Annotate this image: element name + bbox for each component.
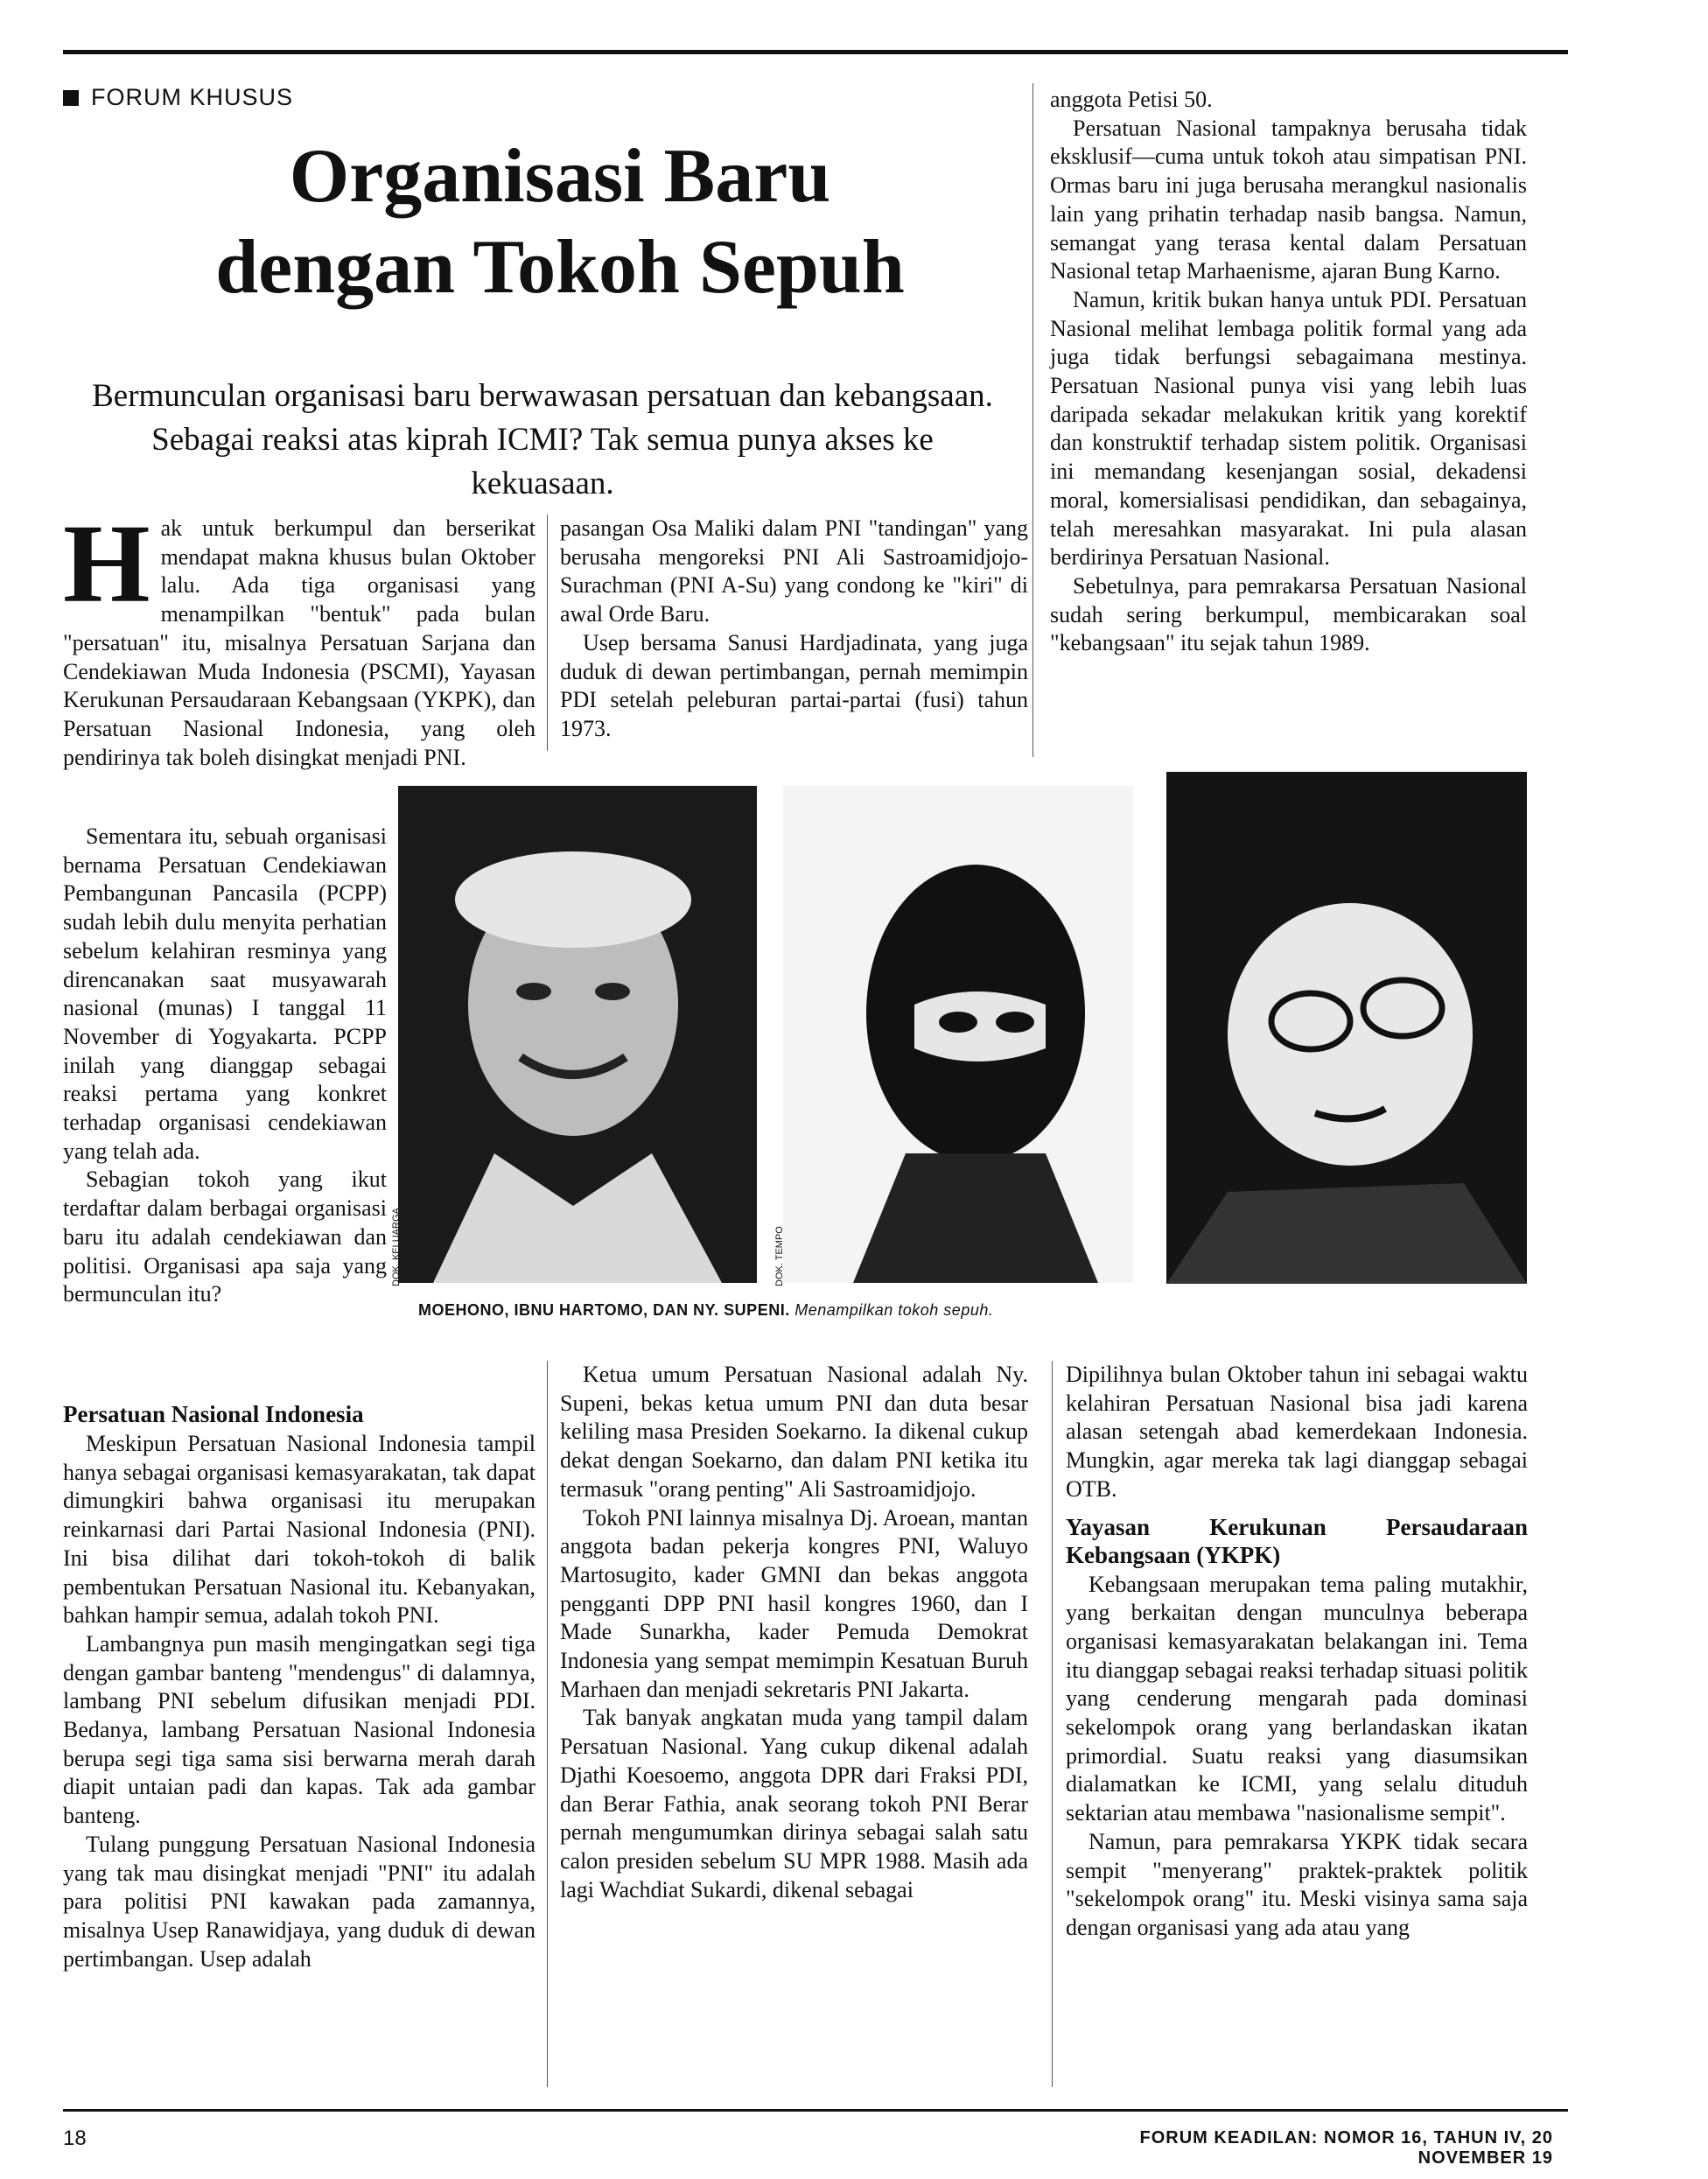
photo-moehono [398,786,757,1283]
column-divider-1-bottom [547,1361,548,2087]
photo-credit-2: DOK. TEMPO [774,1226,785,1286]
deck-line-1: Bermunculan organisasi baru berwawasan persatuan dan kebangsaan. [92,378,993,414]
photo-ibnu-hartomo [783,786,1133,1283]
col1-paragraph-5: Lambangnya pun masih mengingatkan segi tiga dengan gambar banteng "mendengus" di dalamnya, lambang PNI sebelum difusikan menjadi PDI. Bedanya, lambang Persatuan Nasional Indonesia berupa segi tiga sama sisi berwarna merah darah diapit untaian padi dan kapas. Tak ada gambar banteng. [63,1630,536,1829]
deck-line-2: Sebagai reaksi atas kiprah ICMI? Tak semua punya akses ke kekuasaan. [151,422,934,501]
col2-paragraph-1: pasangan Osa Maliki dalam PNI "tandingan" yang berusaha mengoreksi PNI Ali Sastroamidjojo-Surachman (PNI A-Su) yang condong ke "kiri" di awal Orde Baru. [560,515,1028,627]
title-line-2: dengan Tokoh Sepuh [215,225,905,310]
article-title [131,131,989,313]
col1-paragraph-1: ak untuk berkumpul dan berserikat mendapat makna khusus bulan Oktober lalu. Ada tiga organisasi yang menampilkan "bentuk" pada bulan "persatuan" itu, misalnya Persatuan Sarjana dan Cendekiawan Muda Indonesia (PSCMI), Yayasan Kerukunan Persaudaraan Kebangsaan (YKPK), dan Persatuan Nasional Indonesia, yang oleh pendirinya tak boleh disingkat menjadi PNI. [63,515,536,770]
page-number: 18 [63,2126,87,2150]
column-1-bottom [63,1391,536,1973]
col3-paragraph-7: Namun, para pemrakarsa YKPK tidak secara sempit "menyerang" praktek-praktek politik "sekelompok orang" itu. Meski visinya sama saja dengan organisasi yang ada atau yang [1066,1828,1528,1940]
column-divider-1-top [547,515,548,751]
heading-persatuan-nasional: Persatuan Nasional Indonesia [63,1401,364,1427]
col3-paragraph-2: Persatuan Nasional tampaknya berusaha tidak eksklusif—cuma untuk tokoh atau simpatisan PNI. Ormas baru ini juga berusaha merangkul nasionalis lain yang prihatin terhadap nasib bangsa. Namun, semangat yang terasa kental dalam Persatuan Nasional tetap Marhaenisme, ajaran Bung Karno. [1050,115,1527,284]
column-1-middle [63,823,387,1309]
col1-paragraph-6: Tulang punggung Persatuan Nasional Indonesia yang tak mau disingkat menjadi "PNI" itu adalah para politisi PNI kawakan pada zamannya, misalnya Usep Ranawidjaya, yang duduk di dewan pertimbangan. Usep adalah [63,1831,536,1972]
col1-paragraph-3: Sebagian tokoh yang ikut terdaftar dalam berbagai organisasi baru itu adalah cendekiawan dan politisi. Organisasi apa saja yang bermunculan itu? [63,1167,387,1307]
col1-paragraph-4: Meskipun Persatuan Nasional Indonesia tampil hanya sebagai organisasi kemasyarakatan, tak dapat dimungkiri bahwa organisasi itu merupakan reinkarnasi dari Partai Nasional Indonesia (PNI). Ini bisa dilihat dari tokoh-tokoh di balik pembentukan Persatuan Nasional itu. Kebanyakan, bahkan hampir semua, adalah tokoh PNI. [63,1431,536,1629]
section-label-text: FORUM KHUSUS [91,84,294,110]
col2-paragraph-5: Tak banyak angkatan muda yang tampil dalam Persatuan Nasional. Yang cukup dikenal adalah Djathi Koesoemo, anggota DPR dari Fraksi PDI, dan Berar Fathia, anak seorang tokoh PNI Berar pernah mengumumkan dirinya sebagai salah satu calon presiden sebelum SU MPR 1988. Masih ada lagi Wachdiat Sukardi, dikenal sebagai [560,1705,1028,1902]
col1-paragraph-2: Sementara itu, sebuah organisasi bernama Persatuan Cendekiawan Pembangunan Pancasila (PCPP) sudah lebih dulu menyita perhatian sebelum kelahiran resminya yang direncanakan saat musyawarah nasional (munas) I tanggal 11 November di Yogyakarta. PCPP inilah yang dianggap sebagai reaksi pertama yang konkret terhadap organisasi cendekiawan yang telah ada. [63,823,387,1164]
top-rule [63,50,1568,54]
col3-paragraph-6: Kebangsaan merupakan tema paling mutakhir, yang berkaitan dengan munculnya beberapa organisasi kemasyarakatan belakangan ini. Tema itu dianggap sebagai reaksi terhadap situasi politik yang cenderung mengarah pada dominasi sekelompok orang yang berlandaskan ikatan primordial. Suatu reaksi yang diasumsikan dialamatkan ke ICMI, yang selalu dituduh sektarian atau membawa "nasionalisme sempit". [1066,1571,1528,1826]
column-2-top [560,515,1028,744]
heading-ykpk: Yayasan Kerukunan Persaudaraan Kebangsaan (YKPK) [1066,1513,1528,1568]
section-label [63,84,293,111]
portrait-illustration-3 [1166,772,1527,1284]
col3-paragraph-1: anggota Petisi 50. [1050,87,1213,112]
column-divider-2-bottom [1052,1361,1053,2087]
col2-paragraph-2: Usep bersama Sanusi Hardjadinata, yang juga duduk di dewan pertimbangan, pernah memimpin PDI setelah peleburan partai-partai (fusi) tahun 1973. [560,629,1028,741]
column-2-bottom [560,1361,1028,1904]
drop-cap: H [63,501,150,626]
col2-paragraph-3: Ketua umum Persatuan Nasional adalah Ny. Supeni, bekas ketua umum PNI dan duta besar keliling masa Presiden Soekarno. Ia dikenal cukup dekat dengan Soekarno, dan dalam PNI ketika itu termasuk "orang penting" Ali Sastroamidjojo. [560,1362,1028,1502]
column-3-bottom [1066,1361,1528,1943]
portrait-illustration-1 [398,786,757,1283]
photo-caption [418,1301,993,1320]
bottom-rule [63,2109,1568,2112]
footer-publication: FORUM KEADILAN: NOMOR 16, TAHUN IV, 20 NOVEMBER 19 [1139,2128,1553,2168]
photo-ny-supeni [1166,772,1527,1284]
section-square-icon [63,90,79,106]
col3-paragraph-5: Dipilihnya bulan Oktober tahun ini sebagai waktu kelahiran Persatuan Nasional bisa jadi karena alasan setengah abad kemerdekaan Indonesia. Mungkin, agar mereka tak lagi dianggap sebagai OTB. [1066,1362,1528,1502]
portrait-illustration-2 [783,786,1133,1283]
column-divider-2-top [1032,83,1033,757]
column-1-top [63,501,536,772]
photo-credit-1: DOK. KELUARGA [391,1208,402,1286]
col3-paragraph-3: Namun, kritik bukan hanya untuk PDI. Persatuan Nasional melihat lembaga politik formal yang ada juga tidak berfungsi sebagaimana mestinya. Persatuan Nasional punya visi yang lebih luas daripada sekadar melakukan kritik yang korektif dan konstruktif terhadap sistem politik. Organisasi ini memandang kesenjangan sosial, dekadensi moral, komersialisasi pendidikan, dan sebagainya, telah meresahkan masyarakat. Ini pula alasan berdirinya Persatuan Nasional. [1050,286,1527,571]
title-line-1: Organisasi Baru [289,134,831,219]
column-3-top [1050,86,1527,658]
caption-names: MOEHONO, IBNU HARTOMO, DAN NY. SUPENI. [418,1301,790,1319]
col2-paragraph-4: Tokoh PNI lainnya misalnya Dj. Aroean, mantan anggota badan pekerja kongres PNI, Waluyo Martosugito, kader GMNI dan bekas anggota pengganti DPP PNI hasil kongres 1960, dan I Made Sunarkha, kader Pemuda Demokrat Indonesia yang sempat memimpin Kesatuan Buruh Marhaen dan menjadi sekretaris PNI Jakarta. [560,1504,1028,1702]
deck [88,375,998,506]
col3-paragraph-4: Sebetulnya, para pemrakarsa Persatuan Nasional sudah sering berkumpul, membicarakan soal "kebangsaan" itu sejak tahun 1989. [1050,572,1527,656]
caption-text: Menampilkan tokoh sepuh. [794,1301,994,1319]
